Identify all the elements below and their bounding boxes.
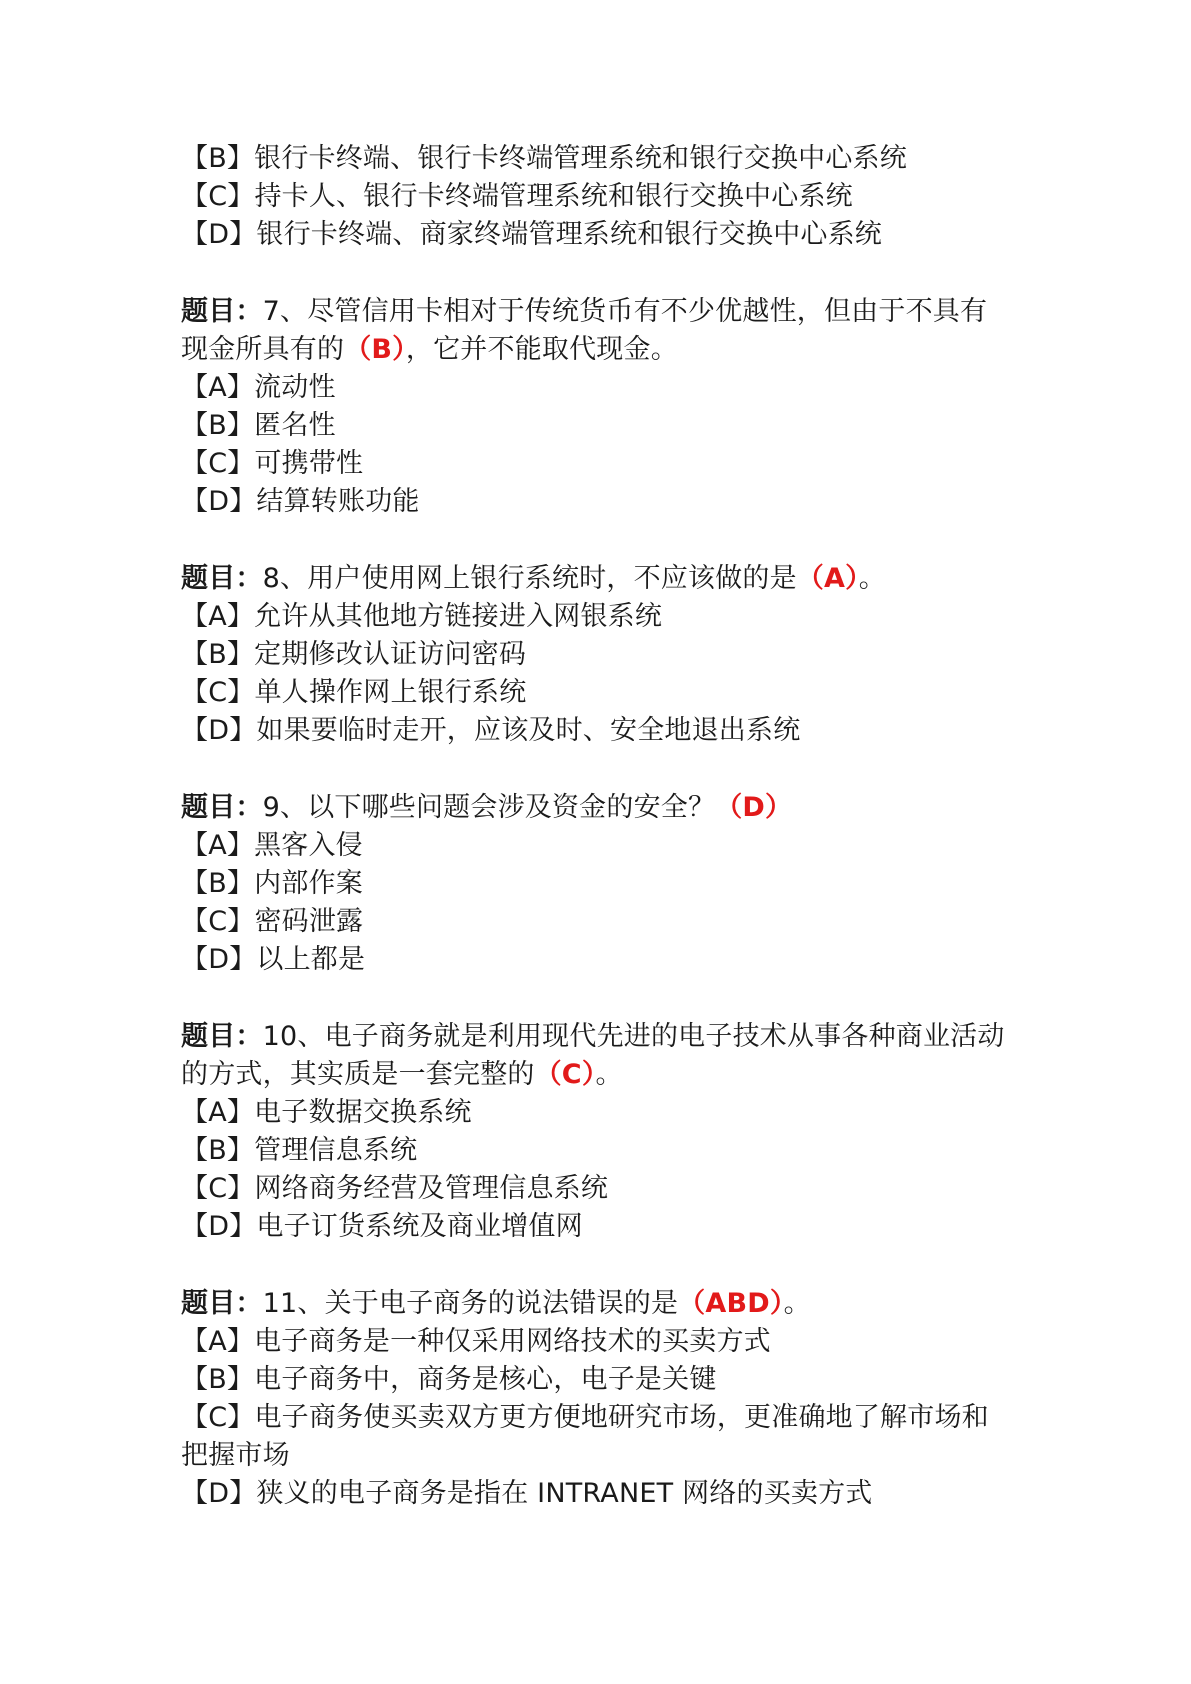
option-line bbox=[181, 407, 1021, 445]
document-content bbox=[181, 140, 1021, 1513]
option-text: 匿名性 bbox=[254, 410, 336, 441]
question-stem bbox=[181, 1285, 1021, 1323]
option-line bbox=[181, 865, 1021, 903]
option-key: 【C】 bbox=[181, 448, 255, 479]
option-text: 电子订货系统及商业增值网 bbox=[256, 1211, 583, 1242]
question-label: 题目： bbox=[181, 792, 263, 823]
question-text: 。 bbox=[595, 1059, 623, 1090]
question-text: 7、尽管信用卡相对于传统货币有不少优越性，但由于不具有 bbox=[262, 296, 988, 327]
option-text: 狭义的电子商务是指在 INTRANET 网络的买卖方式 bbox=[256, 1478, 873, 1509]
option-text: 如果要临时走开，应该及时、安全地退出系统 bbox=[256, 715, 801, 746]
option-line bbox=[181, 1323, 1021, 1361]
question-label: 题目： bbox=[181, 1288, 263, 1319]
option-key: 【A】 bbox=[181, 830, 255, 861]
option-text: 允许从其他地方链接进入网银系统 bbox=[254, 601, 663, 632]
option-text: 电子数据交换系统 bbox=[254, 1097, 472, 1128]
option-line bbox=[181, 445, 1021, 483]
answer-key: （B） bbox=[344, 334, 406, 365]
option-key: 【A】 bbox=[181, 601, 255, 632]
option-key: 【D】 bbox=[181, 715, 257, 746]
option-text: 持卡人、银行卡终端管理系统和银行交换中心系统 bbox=[254, 181, 853, 212]
option-line bbox=[181, 903, 1021, 941]
question-text: 8、用户使用网上银行系统时，不应该做的是 bbox=[262, 563, 797, 594]
option-text: 可携带性 bbox=[254, 448, 364, 479]
question-label: 题目： bbox=[181, 296, 263, 327]
answer-key: （D） bbox=[715, 792, 793, 823]
question-text: ，它并不能取代现金。 bbox=[405, 334, 678, 365]
option-text: 电子商务中，商务是核心，电子是关键 bbox=[254, 1364, 717, 1395]
question-stem bbox=[181, 1018, 1021, 1056]
question-text: 现金所具有的 bbox=[181, 334, 345, 365]
question-stem bbox=[181, 560, 1021, 598]
option-key: 【D】 bbox=[181, 1211, 257, 1242]
option-line bbox=[181, 712, 1021, 750]
option-text: 电子商务是一种仅采用网络技术的买卖方式 bbox=[254, 1326, 771, 1357]
option-text: 网络商务经营及管理信息系统 bbox=[254, 1173, 609, 1204]
option-line bbox=[181, 178, 1021, 216]
question-stem-continued bbox=[181, 1056, 1021, 1094]
option-key: 【B】 bbox=[181, 1135, 255, 1166]
option-key: 【B】 bbox=[181, 639, 255, 670]
spacer bbox=[181, 750, 1021, 789]
option-line bbox=[181, 140, 1021, 178]
question-text: 。 bbox=[783, 1288, 811, 1319]
question-text: 。 bbox=[858, 563, 886, 594]
option-line bbox=[181, 674, 1021, 712]
question-text: 10、电子商务就是利用现代先进的电子技术从事各种商业活动 bbox=[262, 1021, 1005, 1052]
spacer bbox=[181, 254, 1021, 293]
option-line bbox=[181, 1399, 1021, 1437]
answer-key: （ABD） bbox=[678, 1288, 784, 1319]
option-line bbox=[181, 1361, 1021, 1399]
option-line bbox=[181, 369, 1021, 407]
option-line bbox=[181, 941, 1021, 979]
option-key: 【A】 bbox=[181, 1097, 255, 1128]
option-key: 【C】 bbox=[181, 1173, 255, 1204]
spacer bbox=[181, 1246, 1021, 1285]
spacer bbox=[181, 521, 1021, 560]
question-label: 题目： bbox=[181, 1021, 263, 1052]
option-text: 把握市场 bbox=[181, 1440, 290, 1471]
option-line bbox=[181, 598, 1021, 636]
option-line bbox=[181, 483, 1021, 521]
option-text: 密码泄露 bbox=[254, 906, 364, 937]
option-key: 【B】 bbox=[181, 143, 255, 174]
option-key: 【B】 bbox=[181, 868, 255, 899]
option-text: 银行卡终端、商家终端管理系统和银行交换中心系统 bbox=[256, 219, 882, 250]
option-text: 内部作案 bbox=[254, 868, 363, 899]
question-label: 题目： bbox=[181, 563, 263, 594]
option-line bbox=[181, 1094, 1021, 1132]
answer-key: （A） bbox=[796, 563, 859, 594]
option-text: 单人操作网上银行系统 bbox=[254, 677, 527, 708]
option-key: 【C】 bbox=[181, 906, 255, 937]
option-line bbox=[181, 1132, 1021, 1170]
option-text: 以上都是 bbox=[256, 944, 366, 975]
option-line bbox=[181, 827, 1021, 865]
option-key: 【B】 bbox=[181, 1364, 255, 1395]
option-text: 结算转账功能 bbox=[256, 486, 420, 517]
question-text: 11、关于电子商务的说法错误的是 bbox=[262, 1288, 679, 1319]
option-line bbox=[181, 1475, 1021, 1513]
option-key: 【C】 bbox=[181, 677, 255, 708]
option-line bbox=[181, 1170, 1021, 1208]
option-key: 【D】 bbox=[181, 944, 257, 975]
option-text: 流动性 bbox=[254, 372, 336, 403]
answer-key: （C） bbox=[534, 1059, 596, 1090]
option-text: 银行卡终端、银行卡终端管理系统和银行交换中心系统 bbox=[254, 143, 907, 174]
option-line-continued bbox=[181, 1437, 1021, 1475]
option-text: 电子商务使买卖双方更方便地研究市场，更准确地了解市场和 bbox=[254, 1402, 989, 1433]
option-line bbox=[181, 1208, 1021, 1246]
spacer bbox=[181, 979, 1021, 1018]
option-text: 黑客入侵 bbox=[254, 830, 363, 861]
option-key: 【C】 bbox=[181, 181, 255, 212]
option-text: 定期修改认证访问密码 bbox=[254, 639, 527, 670]
option-line bbox=[181, 216, 1021, 254]
option-key: 【C】 bbox=[181, 1402, 255, 1433]
option-key: 【D】 bbox=[181, 486, 257, 517]
option-key: 【B】 bbox=[181, 410, 255, 441]
question-stem bbox=[181, 293, 1021, 331]
option-key: 【D】 bbox=[181, 1478, 257, 1509]
option-line bbox=[181, 636, 1021, 674]
question-stem-continued bbox=[181, 331, 1021, 369]
question-text: 的方式，其实质是一套完整的 bbox=[181, 1059, 535, 1090]
option-key: 【A】 bbox=[181, 372, 255, 403]
question-stem bbox=[181, 789, 1021, 827]
option-text: 管理信息系统 bbox=[254, 1135, 418, 1166]
option-key: 【D】 bbox=[181, 219, 257, 250]
option-key: 【A】 bbox=[181, 1326, 255, 1357]
question-text: 9、以下哪些问题会涉及资金的安全？ bbox=[262, 792, 716, 823]
